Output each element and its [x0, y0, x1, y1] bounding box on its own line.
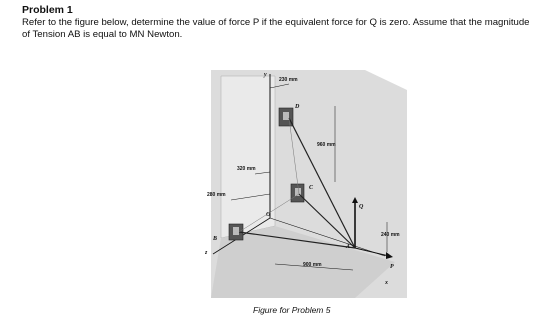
point-a-label: A: [346, 244, 351, 250]
problem-statement: Refer to the figure below, determine the value of force P if the equivalent force for Q is zero. Assume that the magnitude of Tension AB is equal to MN Newton.: [22, 17, 530, 40]
point-b-label: B: [213, 236, 218, 242]
figure-caption: Figure for Problem 5: [253, 305, 331, 315]
x-axis-label: x: [385, 280, 388, 286]
dim-900-label: 900 mm: [303, 262, 322, 268]
dim-240-label: 240 mm: [381, 232, 400, 238]
statics-diagram: [205, 66, 413, 298]
point-c-label: C: [309, 185, 314, 191]
point-o-label: O: [266, 212, 271, 218]
problem-figure: [205, 66, 413, 298]
point-d-label: D: [295, 104, 300, 110]
y-axis-label: y: [264, 72, 267, 78]
dim-960-label: 960 mm: [317, 142, 336, 148]
dim-280-label: 280 mm: [207, 192, 226, 198]
force-q-label: Q: [359, 204, 364, 210]
force-p-label: P: [390, 264, 394, 270]
dim-320-label: 320 mm: [237, 166, 256, 172]
problem-heading: Problem 1: [22, 4, 73, 16]
dim-230-label: 230 mm: [279, 77, 298, 83]
z-axis-label: z: [205, 250, 208, 256]
bracket-d-face: [283, 112, 289, 120]
bracket-b-face: [233, 227, 239, 235]
